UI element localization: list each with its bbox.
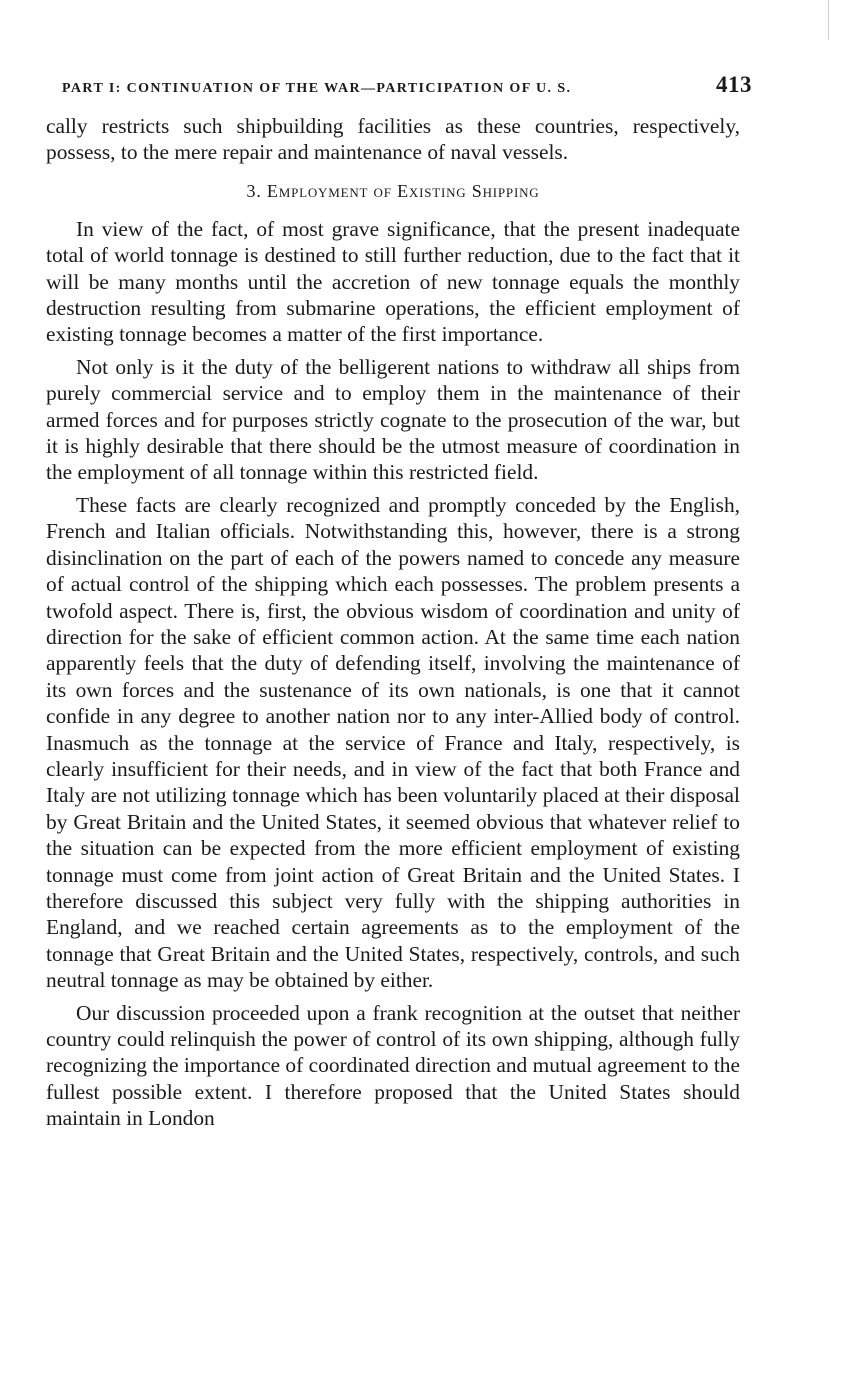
paragraph-2: Not only is it the duty of the belligerent nations to withdraw all ships from purely commercial service and to employ them in the maintenance of their armed forces and for purposes strictly cognate to the prosecution of the war, but it is highly desirable that there should be the utmost measure of coordination in the employment of all tonnage within this restricted field. bbox=[46, 354, 740, 485]
body-text bbox=[46, 113, 740, 1132]
page-edge-line bbox=[828, 0, 841, 40]
paragraph-1: In view of the fact, of most grave significance, that the present inadequate total of world tonnage is destined to still further reduction, due to the fact that it will be many months until the accretion of new tonnage equals the monthly destruction resulting from submarine operations, the efficient employment of existing tonnage becomes a matter of the first importance. bbox=[46, 216, 740, 347]
paragraph-3: These facts are clearly recognized and promptly conceded by the English, French and Italian officials. Notwithstanding this, however, there is a strong disinclination on the part of each of the powers named to concede any measure of actual control of the shipping which each possesses. The problem presents a twofold aspect. There is, first, the obvious wisdom of coordination and unity of direction for the sake of efficient common action. At the same time each nation apparently feels that the duty of defending itself, involving the maintenance of its own forces and the sustenance of its own nationals, is one that it cannot confide in any degree to another nation nor to any inter-Allied body of control. Inasmuch as the tonnage at the service of France and Italy, respectively, is clearly insufficient for their needs, and in view of the fact that both France and Italy are not utilizing tonnage which has been voluntarily placed at their disposal by Great Britain and the United States, it seemed obvious that whatever relief to the situation can be expected from the more efficient employment of existing tonnage must come from joint action of Great Britain and the United States. I therefore discussed this subject very fully with the shipping authorities in England, and we reached certain agreements as to the employment of the tonnage that Great Britain and the United States, respectively, controls, and such neutral tonnage as may be obtained by either. bbox=[46, 492, 740, 993]
page-number: 413 bbox=[716, 72, 752, 97]
paragraph-4: Our discussion proceeded upon a frank recognition at the outset that neither country could relinquish the power of control of its own shipping, although fully recognizing the importance of coordinated direction and mutual agreement to the fullest possible extent. I therefore proposed that the United States should maintain in London bbox=[46, 1000, 740, 1131]
page-header bbox=[62, 72, 752, 98]
section-heading: 3. Employment of Existing Shipping bbox=[246, 180, 540, 201]
continuation-paragraph: cally restricts such shipbuilding facilities as these countries, respectively, possess, to the mere repair and maintenance of naval vessels. bbox=[46, 114, 740, 165]
running-head: PART I: CONTINUATION OF THE WAR—PARTICIPATION OF U. S. bbox=[62, 81, 572, 96]
